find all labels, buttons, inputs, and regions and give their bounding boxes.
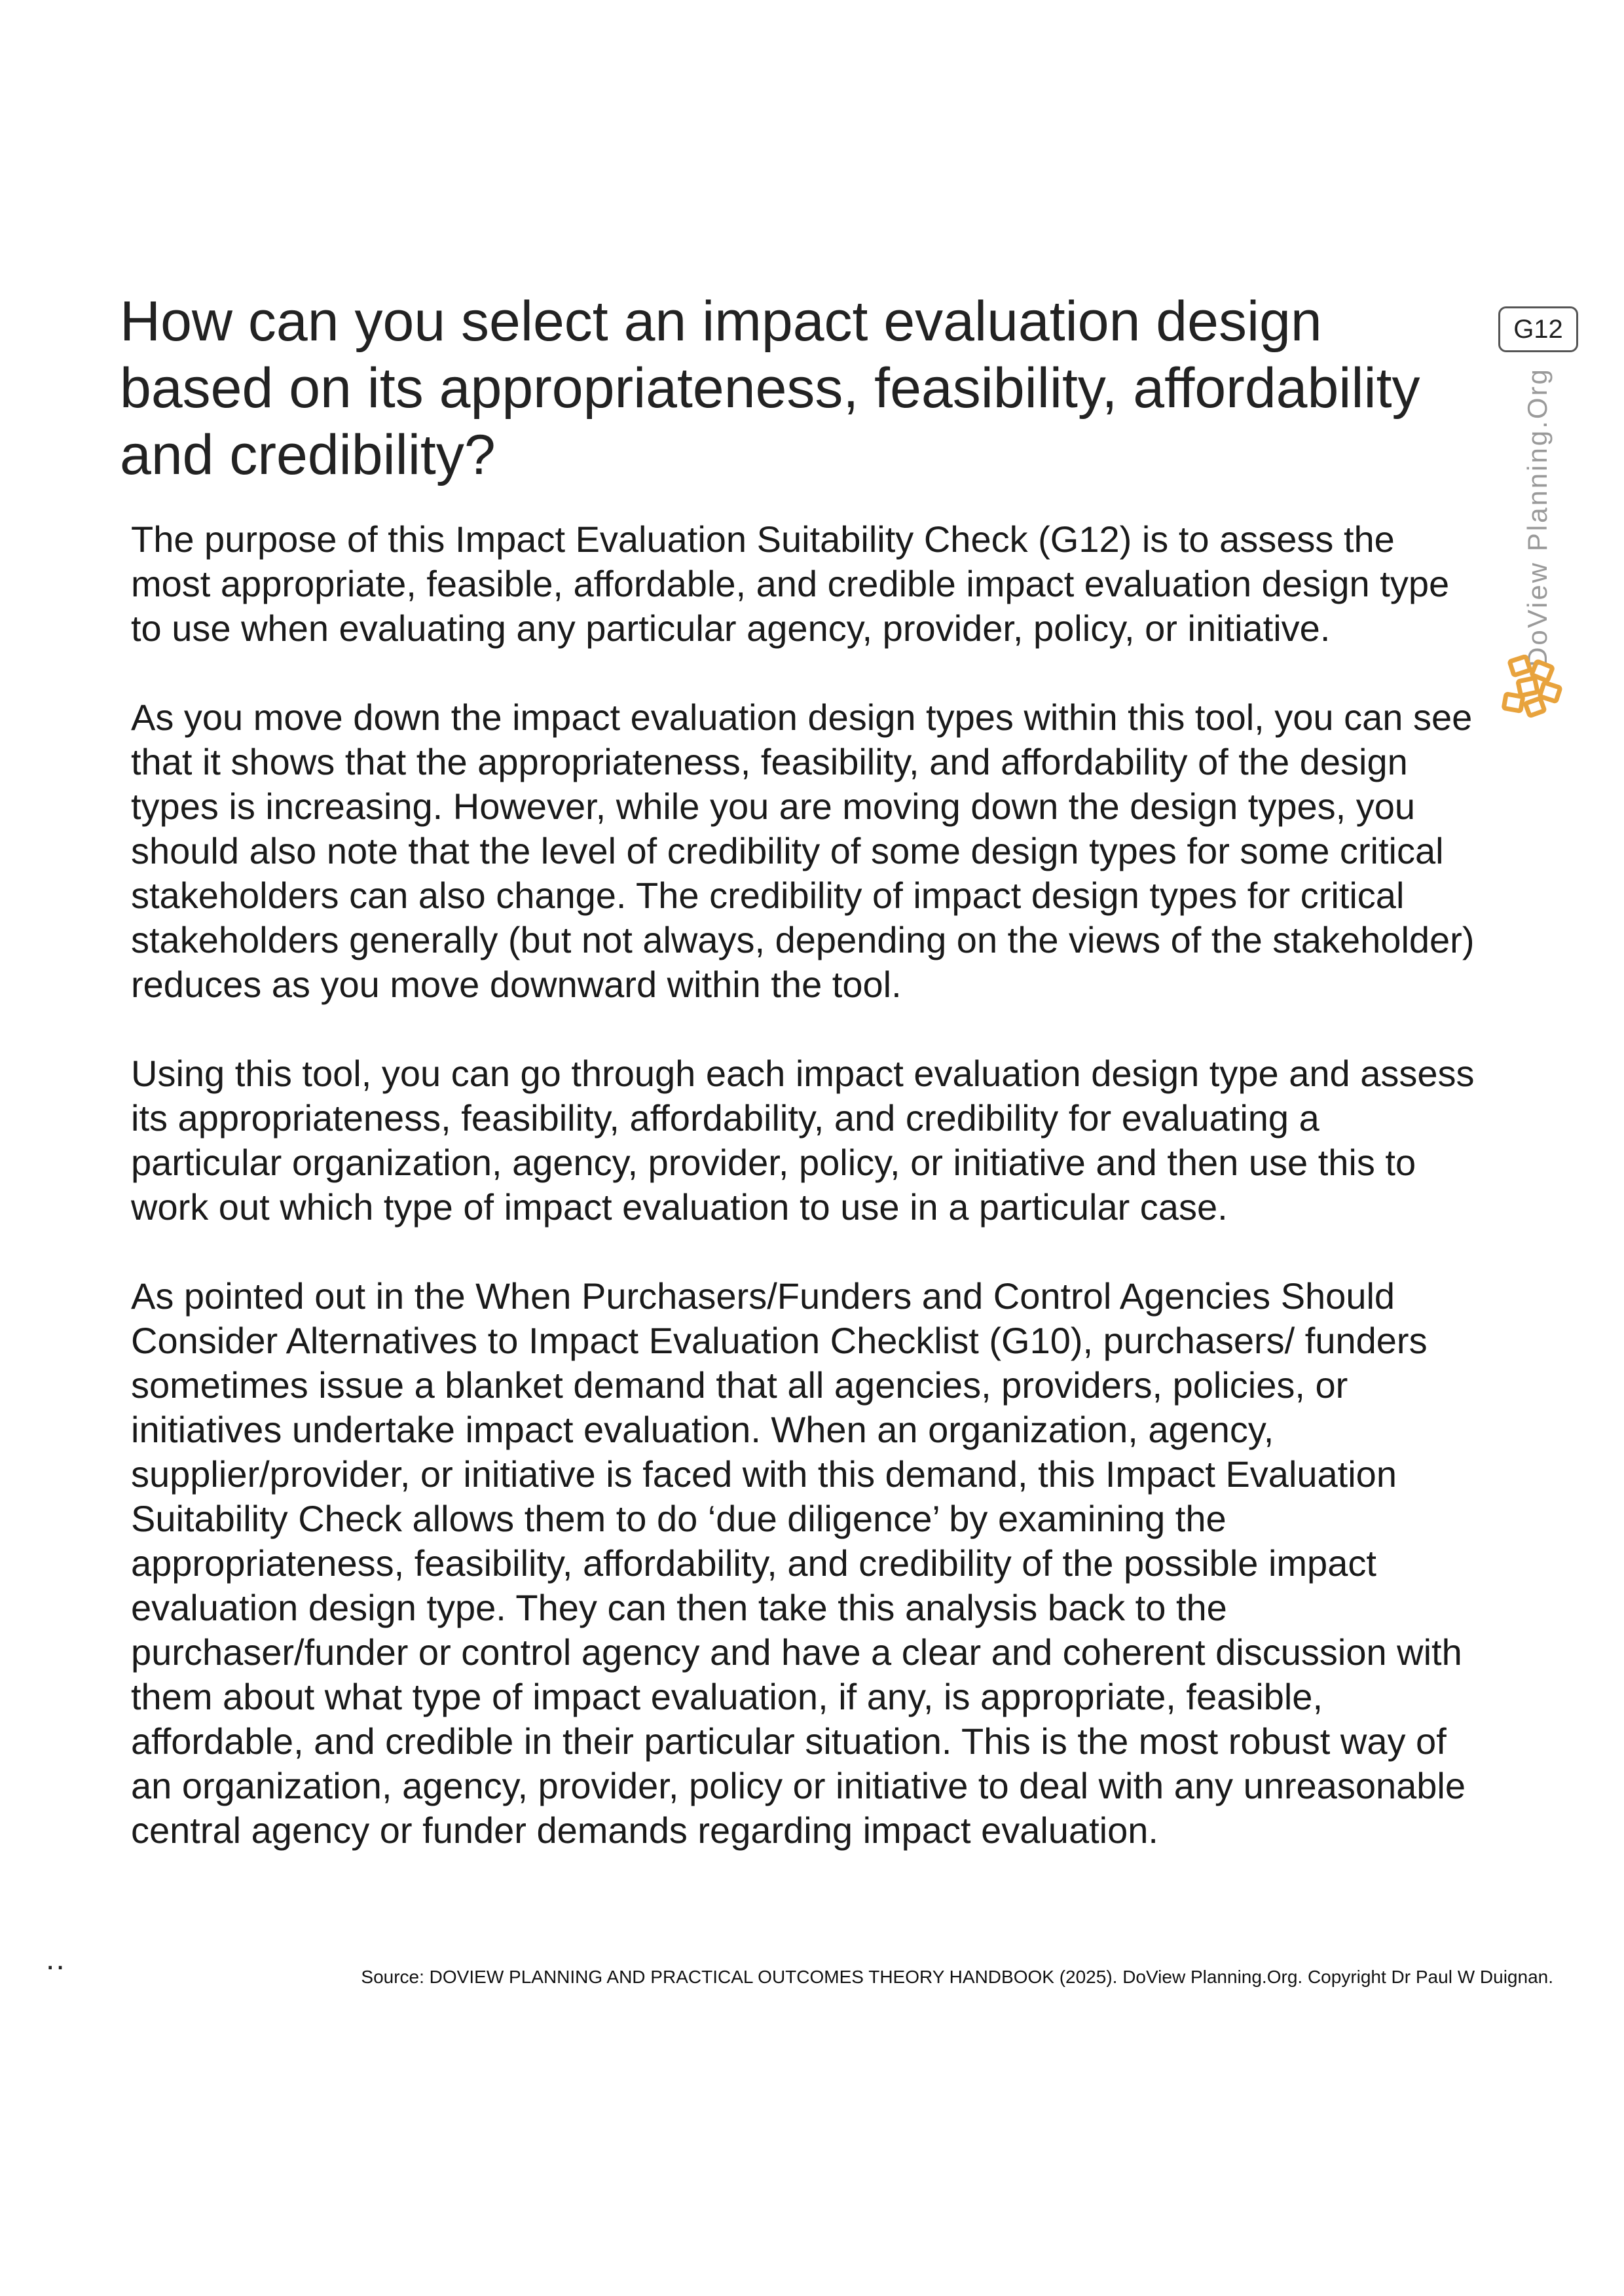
paragraph-using-tool: Using this tool, you can go through each impact evaluation design type and assess its appropriateness, feasibility, affordability, and credibility for evaluating a particular organization, agency, provider, policy, or initiative and then use this to work out which type of impact evaluation to use in a particular case. [131, 1053, 1475, 1228]
page-marker-dots: .. [46, 1942, 66, 1977]
paragraph-purpose: The purpose of this Impact Evaluation Suitability Check (G12) is to assess the most appropriate, feasible, affordable, and credible impact evaluation design type to use when evaluating any particular agency, provider, policy, or initiative. [131, 519, 1450, 649]
body-text [131, 517, 1480, 1897]
paragraph-funders: As pointed out in the When Purchasers/Funders and Control Agencies Should Consider Alternatives to Impact Evaluation Checklist (G10), purchasers/ funders sometimes issue a blanket demand that all agencies, providers, policies, or initiatives undertake impact evaluation. When an organization, agency, supplier/provider, or initiative is faced with this demand, this Impact Evaluation Suitability Check allows them to do ‘due diligence’ by examining the appropriateness, feasibility, affordability, and credibility of the possible impact evaluation design type. They can then take this analysis back to the purchaser/funder or control agency and have a clear and coherent discussion with them about what type of impact evaluation, if any, is appropriate, feasible, affordable, and credible in their particular situation. This is the most robust way of an organization, agency, provider, policy or initiative to deal with any unreasonable central agency or funder demands regarding impact evaluation. [131, 1275, 1466, 1851]
doview-puzzle-logo-icon [1500, 655, 1572, 720]
paragraph-design-types: As you move down the impact evaluation design types within this tool, you can see that it shows that the appropriateness, feasibility, and affordability of the design types is increasing. However, while you are moving down the design types, you should also note that the level of credibility of some design types for some critical stakeholders can also change. The credibility of impact design types for critical stakeholders generally (but not always, depending on the views of the stakeholder) reduces as you move downward within the tool. [131, 697, 1475, 1005]
page-title: How can you select an impact evaluation design based on its appropriateness, feasibility, affordability and credibility? [120, 290, 1420, 486]
section-badge: G12 [1498, 306, 1578, 352]
source-citation: Source: DOVIEW PLANNING AND PRACTICAL OUTCOMES THEORY HANDBOOK (2025). DoView Planning.Org. Copyright Dr Paul W Duignan. [361, 1967, 1553, 1987]
vertical-brand-text: DoView Planning.Org [1522, 367, 1553, 667]
